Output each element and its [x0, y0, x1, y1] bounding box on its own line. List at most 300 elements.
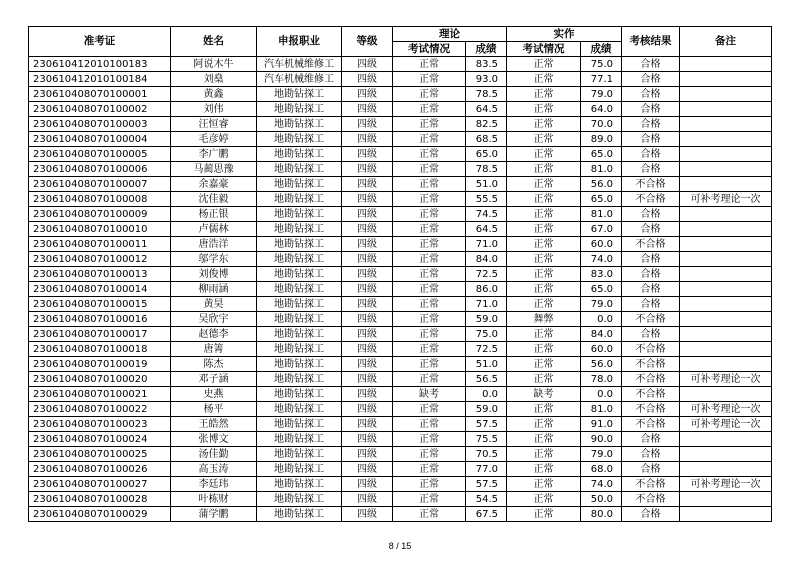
cell-theory-score: 93.0 [466, 72, 507, 87]
table-row [29, 117, 772, 132]
cell-theory-status: 正常 [393, 147, 466, 162]
cell-level: 四级 [342, 72, 393, 87]
col-header-occupation: 申报职业 [257, 27, 342, 57]
cell-name: 马蔺思豫 [171, 162, 257, 177]
cell-occupation: 地勘钻探工 [257, 417, 342, 432]
cell-result: 不合格 [622, 237, 680, 252]
cell-practice-score: 68.0 [581, 462, 622, 477]
cell-name: 唐箐 [171, 342, 257, 357]
cell-note [680, 492, 772, 507]
cell-practice-score: 70.0 [581, 117, 622, 132]
table-body [29, 57, 772, 522]
cell-occupation: 地勘钻探工 [257, 117, 342, 132]
cell-occupation: 地勘钻探工 [257, 342, 342, 357]
table-row [29, 207, 772, 222]
cell-practice-status: 正常 [507, 132, 581, 147]
cell-occupation: 地勘钻探工 [257, 252, 342, 267]
cell-practice-status: 正常 [507, 342, 581, 357]
cell-occupation: 地勘钻探工 [257, 192, 342, 207]
cell-occupation: 地勘钻探工 [257, 102, 342, 117]
cell-exam-id: 230610408070100011 [29, 237, 171, 252]
table-row [29, 342, 772, 357]
cell-note [680, 357, 772, 372]
cell-exam-id: 230610408070100001 [29, 87, 171, 102]
table-row [29, 312, 772, 327]
cell-practice-score: 65.0 [581, 147, 622, 162]
cell-practice-score: 79.0 [581, 87, 622, 102]
cell-practice-status: 正常 [507, 102, 581, 117]
cell-note [680, 147, 772, 162]
results-table [28, 26, 772, 522]
cell-name: 黄鑫 [171, 87, 257, 102]
cell-occupation: 地勘钻探工 [257, 132, 342, 147]
cell-theory-status: 正常 [393, 342, 466, 357]
cell-exam-id: 230610408070100006 [29, 162, 171, 177]
cell-occupation: 地勘钻探工 [257, 387, 342, 402]
cell-name: 李廷玮 [171, 477, 257, 492]
table-row [29, 72, 772, 87]
cell-result: 合格 [622, 447, 680, 462]
cell-theory-score: 59.0 [466, 402, 507, 417]
cell-theory-status: 正常 [393, 252, 466, 267]
cell-practice-status: 正常 [507, 297, 581, 312]
cell-note: 可补考理论一次 [680, 477, 772, 492]
cell-occupation: 地勘钻探工 [257, 312, 342, 327]
cell-name: 史燕 [171, 387, 257, 402]
cell-note [680, 87, 772, 102]
col-header-id: 准考证 [29, 27, 171, 57]
cell-note [680, 282, 772, 297]
cell-practice-status: 正常 [507, 477, 581, 492]
cell-result: 合格 [622, 327, 680, 342]
cell-practice-score: 0.0 [581, 312, 622, 327]
cell-practice-status: 正常 [507, 207, 581, 222]
cell-result: 合格 [622, 147, 680, 162]
cell-exam-id: 230610408070100029 [29, 507, 171, 522]
cell-level: 四级 [342, 132, 393, 147]
cell-result: 合格 [622, 132, 680, 147]
cell-exam-id: 230610408070100019 [29, 357, 171, 372]
cell-occupation: 地勘钻探工 [257, 267, 342, 282]
cell-exam-id: 230610408070100004 [29, 132, 171, 147]
cell-exam-id: 230610408070100005 [29, 147, 171, 162]
cell-name: 杨正银 [171, 207, 257, 222]
cell-practice-score: 75.0 [581, 57, 622, 72]
cell-theory-status: 正常 [393, 117, 466, 132]
cell-result: 合格 [622, 222, 680, 237]
cell-result: 合格 [622, 297, 680, 312]
cell-practice-status: 正常 [507, 162, 581, 177]
col-header-note: 备注 [680, 27, 772, 57]
cell-result: 合格 [622, 267, 680, 282]
cell-theory-status: 正常 [393, 477, 466, 492]
cell-exam-id: 230610408070100010 [29, 222, 171, 237]
cell-practice-score: 77.1 [581, 72, 622, 87]
col-header-theory-status: 考试情况 [393, 42, 466, 57]
cell-note [680, 387, 772, 402]
cell-theory-status: 正常 [393, 417, 466, 432]
cell-note [680, 462, 772, 477]
cell-level: 四级 [342, 117, 393, 132]
cell-exam-id: 230610408070100021 [29, 387, 171, 402]
cell-note [680, 132, 772, 147]
cell-level: 四级 [342, 477, 393, 492]
cell-level: 四级 [342, 447, 393, 462]
cell-result: 不合格 [622, 357, 680, 372]
cell-note [680, 297, 772, 312]
cell-level: 四级 [342, 252, 393, 267]
cell-occupation: 地勘钻探工 [257, 237, 342, 252]
table-row [29, 507, 772, 522]
cell-practice-score: 56.0 [581, 177, 622, 192]
cell-note [680, 102, 772, 117]
cell-practice-status: 正常 [507, 87, 581, 102]
cell-note [680, 447, 772, 462]
cell-note [680, 237, 772, 252]
cell-theory-score: 70.5 [466, 447, 507, 462]
cell-name: 汪恒睿 [171, 117, 257, 132]
cell-exam-id: 230610412010100184 [29, 72, 171, 87]
cell-occupation: 地勘钻探工 [257, 432, 342, 447]
cell-result: 不合格 [622, 477, 680, 492]
cell-name: 蒲学鹏 [171, 507, 257, 522]
cell-occupation: 地勘钻探工 [257, 87, 342, 102]
cell-practice-status: 正常 [507, 147, 581, 162]
cell-result: 合格 [622, 282, 680, 297]
cell-exam-id: 230610408070100013 [29, 267, 171, 282]
cell-theory-score: 78.5 [466, 162, 507, 177]
cell-note [680, 117, 772, 132]
cell-theory-score: 57.5 [466, 417, 507, 432]
cell-occupation: 地勘钻探工 [257, 462, 342, 477]
cell-theory-score: 71.0 [466, 237, 507, 252]
table-row [29, 402, 772, 417]
cell-note [680, 177, 772, 192]
cell-name: 赵德李 [171, 327, 257, 342]
cell-theory-status: 正常 [393, 207, 466, 222]
cell-level: 四级 [342, 327, 393, 342]
table-row [29, 87, 772, 102]
cell-practice-score: 80.0 [581, 507, 622, 522]
table-row [29, 132, 772, 147]
cell-theory-score: 59.0 [466, 312, 507, 327]
cell-theory-status: 正常 [393, 267, 466, 282]
cell-practice-status: 正常 [507, 492, 581, 507]
cell-name: 李广鹏 [171, 147, 257, 162]
table-row [29, 252, 772, 267]
cell-name: 杨平 [171, 402, 257, 417]
cell-note: 可补考理论一次 [680, 402, 772, 417]
cell-theory-status: 正常 [393, 432, 466, 447]
table-row [29, 327, 772, 342]
col-header-result: 考核结果 [622, 27, 680, 57]
cell-level: 四级 [342, 297, 393, 312]
table-row [29, 372, 772, 387]
cell-result: 合格 [622, 507, 680, 522]
cell-result: 合格 [622, 162, 680, 177]
cell-result: 不合格 [622, 417, 680, 432]
cell-practice-status: 正常 [507, 267, 581, 282]
cell-practice-score: 91.0 [581, 417, 622, 432]
cell-practice-score: 83.0 [581, 267, 622, 282]
cell-exam-id: 230610408070100003 [29, 117, 171, 132]
cell-theory-status: 正常 [393, 57, 466, 72]
cell-exam-id: 230610408070100012 [29, 252, 171, 267]
cell-practice-score: 78.0 [581, 372, 622, 387]
cell-theory-status: 正常 [393, 162, 466, 177]
cell-level: 四级 [342, 417, 393, 432]
cell-practice-status: 正常 [507, 177, 581, 192]
cell-occupation: 地勘钻探工 [257, 282, 342, 297]
cell-exam-id: 230610408070100002 [29, 102, 171, 117]
cell-theory-score: 57.5 [466, 477, 507, 492]
cell-theory-score: 67.5 [466, 507, 507, 522]
cell-theory-score: 64.5 [466, 102, 507, 117]
cell-practice-status: 正常 [507, 327, 581, 342]
cell-note [680, 342, 772, 357]
cell-practice-score: 60.0 [581, 342, 622, 357]
cell-theory-score: 74.5 [466, 207, 507, 222]
cell-practice-score: 84.0 [581, 327, 622, 342]
cell-exam-id: 230610408070100026 [29, 462, 171, 477]
table-row [29, 492, 772, 507]
cell-result: 不合格 [622, 177, 680, 192]
cell-theory-score: 75.0 [466, 327, 507, 342]
cell-result: 合格 [622, 117, 680, 132]
cell-practice-status: 正常 [507, 117, 581, 132]
cell-note [680, 222, 772, 237]
cell-practice-status: 正常 [507, 357, 581, 372]
cell-theory-status: 正常 [393, 192, 466, 207]
cell-occupation: 地勘钻探工 [257, 327, 342, 342]
cell-theory-score: 84.0 [466, 252, 507, 267]
cell-practice-status: 正常 [507, 402, 581, 417]
cell-practice-status: 正常 [507, 72, 581, 87]
col-header-theory-score: 成绩 [466, 42, 507, 57]
col-header-practice: 实作 [507, 27, 622, 42]
cell-practice-score: 79.0 [581, 297, 622, 312]
cell-name: 沈佳毅 [171, 192, 257, 207]
cell-name: 邓子涵 [171, 372, 257, 387]
cell-note: 可补考理论一次 [680, 417, 772, 432]
cell-practice-score: 64.0 [581, 102, 622, 117]
table-row [29, 162, 772, 177]
cell-name: 张博文 [171, 432, 257, 447]
cell-theory-score: 72.5 [466, 342, 507, 357]
cell-occupation: 汽车机械维修工 [257, 57, 342, 72]
cell-exam-id: 230610408070100015 [29, 297, 171, 312]
cell-practice-score: 60.0 [581, 237, 622, 252]
cell-theory-status: 正常 [393, 177, 466, 192]
table-row [29, 192, 772, 207]
page-number: 8 / 15 [388, 541, 412, 551]
cell-occupation: 地勘钻探工 [257, 222, 342, 237]
cell-occupation: 地勘钻探工 [257, 177, 342, 192]
col-header-practice-score: 成绩 [581, 42, 622, 57]
cell-result: 合格 [622, 432, 680, 447]
cell-level: 四级 [342, 357, 393, 372]
cell-theory-status: 正常 [393, 507, 466, 522]
cell-practice-status: 舞弊 [507, 312, 581, 327]
cell-practice-score: 81.0 [581, 207, 622, 222]
table-row [29, 237, 772, 252]
cell-note: 可补考理论一次 [680, 372, 772, 387]
cell-note [680, 252, 772, 267]
cell-level: 四级 [342, 177, 393, 192]
cell-name: 刘燊 [171, 72, 257, 87]
col-header-theory: 理论 [393, 27, 507, 42]
cell-theory-status: 正常 [393, 492, 466, 507]
cell-exam-id: 230610408070100023 [29, 417, 171, 432]
cell-result: 不合格 [622, 492, 680, 507]
cell-practice-status: 正常 [507, 192, 581, 207]
cell-name: 王皓然 [171, 417, 257, 432]
table-row [29, 417, 772, 432]
table-row [29, 462, 772, 477]
cell-level: 四级 [342, 162, 393, 177]
cell-practice-score: 65.0 [581, 192, 622, 207]
cell-result: 合格 [622, 207, 680, 222]
cell-level: 四级 [342, 102, 393, 117]
cell-name: 毛彦婷 [171, 132, 257, 147]
cell-theory-score: 86.0 [466, 282, 507, 297]
cell-occupation: 地勘钻探工 [257, 402, 342, 417]
cell-theory-score: 65.0 [466, 147, 507, 162]
cell-theory-status: 正常 [393, 462, 466, 477]
cell-theory-status: 正常 [393, 312, 466, 327]
cell-name: 唐浩洋 [171, 237, 257, 252]
cell-practice-status: 正常 [507, 417, 581, 432]
cell-result: 合格 [622, 57, 680, 72]
cell-occupation: 地勘钻探工 [257, 477, 342, 492]
cell-result: 合格 [622, 462, 680, 477]
cell-theory-status: 正常 [393, 447, 466, 462]
cell-exam-id: 230610408070100007 [29, 177, 171, 192]
cell-name: 高玉涛 [171, 462, 257, 477]
cell-theory-score: 0.0 [466, 387, 507, 402]
cell-practice-status: 正常 [507, 507, 581, 522]
cell-level: 四级 [342, 432, 393, 447]
cell-theory-status: 正常 [393, 402, 466, 417]
cell-name: 叶栋财 [171, 492, 257, 507]
cell-practice-status: 缺考 [507, 387, 581, 402]
cell-theory-score: 51.0 [466, 357, 507, 372]
cell-practice-score: 81.0 [581, 402, 622, 417]
cell-occupation: 地勘钻探工 [257, 207, 342, 222]
cell-result: 不合格 [622, 312, 680, 327]
cell-practice-score: 74.0 [581, 477, 622, 492]
cell-level: 四级 [342, 207, 393, 222]
cell-exam-id: 230610408070100008 [29, 192, 171, 207]
cell-note: 可补考理论一次 [680, 192, 772, 207]
table-row [29, 477, 772, 492]
cell-level: 四级 [342, 462, 393, 477]
cell-occupation: 地勘钻探工 [257, 147, 342, 162]
cell-practice-score: 65.0 [581, 282, 622, 297]
cell-level: 四级 [342, 222, 393, 237]
cell-exam-id: 230610408070100028 [29, 492, 171, 507]
cell-practice-score: 90.0 [581, 432, 622, 447]
cell-practice-status: 正常 [507, 432, 581, 447]
cell-note [680, 267, 772, 282]
cell-theory-status: 正常 [393, 222, 466, 237]
cell-occupation: 汽车机械维修工 [257, 72, 342, 87]
col-header-level: 等级 [342, 27, 393, 57]
cell-note [680, 507, 772, 522]
cell-theory-score: 75.5 [466, 432, 507, 447]
cell-name: 陈杰 [171, 357, 257, 372]
cell-name: 邬学东 [171, 252, 257, 267]
table-row [29, 102, 772, 117]
cell-level: 四级 [342, 87, 393, 102]
cell-result: 不合格 [622, 387, 680, 402]
cell-occupation: 地勘钻探工 [257, 507, 342, 522]
cell-theory-status: 正常 [393, 327, 466, 342]
cell-occupation: 地勘钻探工 [257, 372, 342, 387]
col-header-name: 姓名 [171, 27, 257, 57]
cell-exam-id: 230610408070100024 [29, 432, 171, 447]
cell-practice-score: 74.0 [581, 252, 622, 267]
cell-level: 四级 [342, 267, 393, 282]
cell-theory-score: 56.5 [466, 372, 507, 387]
cell-note [680, 327, 772, 342]
cell-exam-id: 230610408070100020 [29, 372, 171, 387]
cell-exam-id: 230610408070100016 [29, 312, 171, 327]
cell-note [680, 72, 772, 87]
cell-theory-score: 54.5 [466, 492, 507, 507]
table-row [29, 297, 772, 312]
cell-practice-score: 50.0 [581, 492, 622, 507]
cell-theory-status: 正常 [393, 72, 466, 87]
cell-occupation: 地勘钻探工 [257, 492, 342, 507]
cell-theory-status: 正常 [393, 132, 466, 147]
table-row [29, 432, 772, 447]
cell-exam-id: 230610408070100014 [29, 282, 171, 297]
table-header [29, 27, 772, 57]
cell-note [680, 312, 772, 327]
cell-name: 柳雨涵 [171, 282, 257, 297]
cell-theory-score: 68.5 [466, 132, 507, 147]
cell-level: 四级 [342, 342, 393, 357]
cell-theory-status: 正常 [393, 237, 466, 252]
cell-level: 四级 [342, 192, 393, 207]
cell-result: 合格 [622, 252, 680, 267]
cell-result: 合格 [622, 102, 680, 117]
table-row [29, 147, 772, 162]
cell-exam-id: 230610408070100025 [29, 447, 171, 462]
cell-theory-status: 正常 [393, 102, 466, 117]
cell-level: 四级 [342, 147, 393, 162]
cell-level: 四级 [342, 237, 393, 252]
cell-note [680, 162, 772, 177]
cell-practice-score: 56.0 [581, 357, 622, 372]
cell-note [680, 432, 772, 447]
cell-theory-score: 71.0 [466, 297, 507, 312]
cell-theory-score: 55.5 [466, 192, 507, 207]
table-row [29, 282, 772, 297]
cell-level: 四级 [342, 372, 393, 387]
cell-practice-status: 正常 [507, 462, 581, 477]
cell-name: 黄昊 [171, 297, 257, 312]
cell-level: 四级 [342, 402, 393, 417]
cell-practice-score: 67.0 [581, 222, 622, 237]
cell-exam-id: 230610408070100027 [29, 477, 171, 492]
cell-practice-status: 正常 [507, 57, 581, 72]
cell-theory-status: 正常 [393, 282, 466, 297]
cell-occupation: 地勘钻探工 [257, 447, 342, 462]
cell-practice-status: 正常 [507, 252, 581, 267]
cell-name: 汤佳勤 [171, 447, 257, 462]
